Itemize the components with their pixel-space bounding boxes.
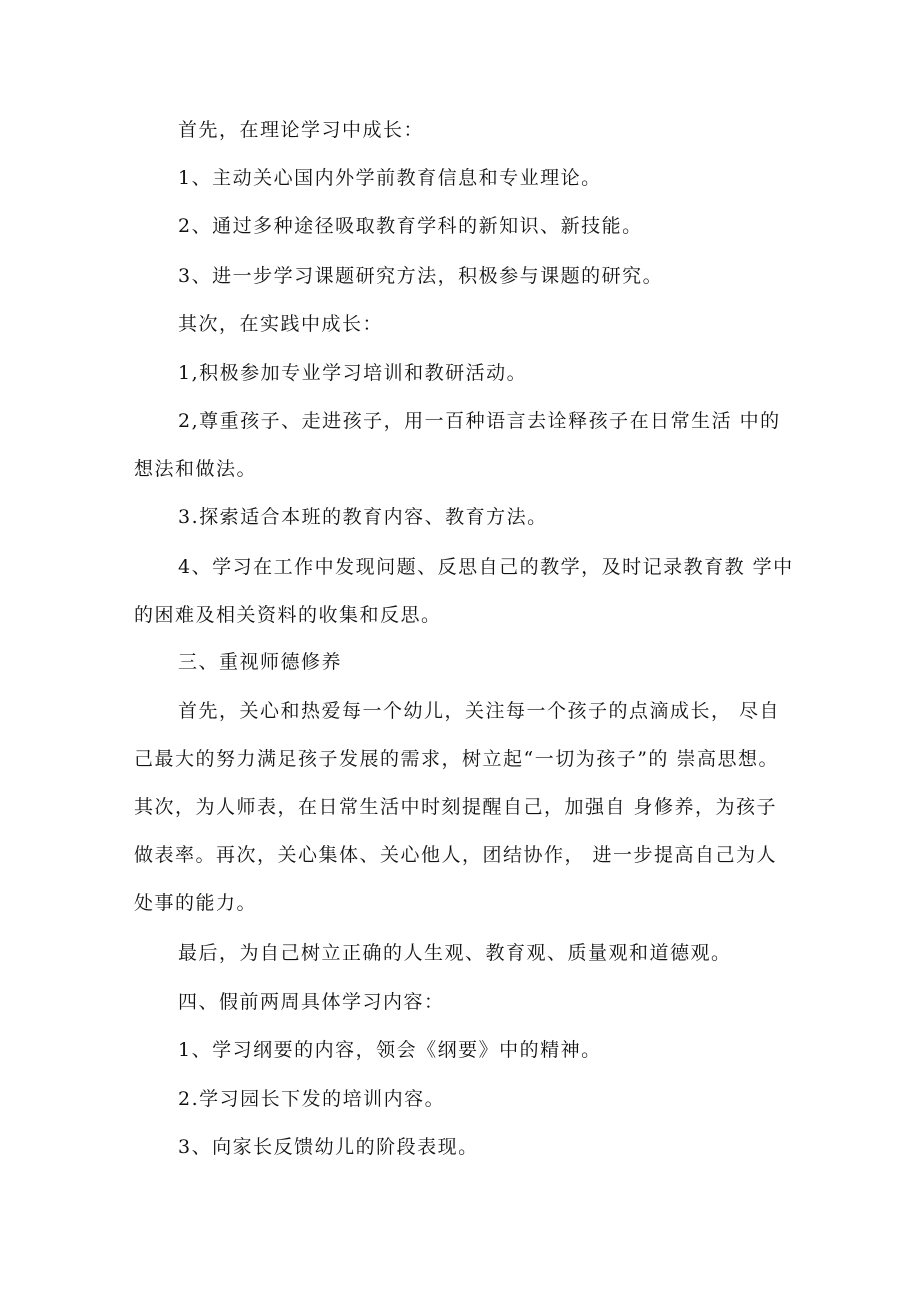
paragraph-11: 最后，为自己树立正确的人生观、教育观、质量观和道德观。 (178, 942, 732, 964)
paragraph-14: 3、向家长反馈幼儿的阶段表现。 (178, 1136, 479, 1158)
paragraph-5: 其次，在实践中成长： (178, 313, 384, 335)
section-heading-3: 三、重视师德修养 (178, 651, 343, 673)
paragraph-1: 首先，在理论学习中成长： (178, 119, 425, 141)
paragraph-7: 2,尊重孩子、走进孩子，用一百种语言去诠释孩子在日常生活 中的想法和做法。 (134, 410, 781, 480)
paragraph-2: 1、主动关心国内外学前教育信息和专业理论。 (178, 167, 602, 189)
paragraph-8: 3.探索适合本班的教育内容、教育方法。 (178, 506, 548, 528)
paragraph-4: 3、进一步学习课题研究方法，积极参与课题的研究。 (178, 265, 664, 287)
section-heading-4: 四、假前两周具体学习内容： (178, 991, 445, 1013)
paragraph-12: 1、学习纲要的内容，领会《纲要》中的精神。 (178, 1039, 602, 1061)
paragraph-13: 2.学习园长下发的培训内容。 (178, 1088, 446, 1110)
paragraph-10: 首先，关心和热爱每一个幼儿，关注每一个孩子的点滴成长， 尽自己最大的努力满足孩子发展的需求，树立起“一切为孩子”的 崇高思想。其次，为人师表，在日常生活中时刻提醒自己，加强自 身修养，为孩子做表率。再次，关心集体、关心他人，团结协作， 进一步提高自己为人处事的能力。 (134, 700, 781, 914)
paragraph-9: 4、学习在工作中发现问题、反思自己的教学，及时记录教育教 学中的困难及相关资料的收集和反思。 (134, 556, 794, 626)
paragraph-3: 2、通过多种途径吸取教育学科的新知识、新技能。 (178, 215, 643, 237)
paragraph-6: 1,积极参加专业学习培训和教研活动。 (178, 362, 528, 384)
